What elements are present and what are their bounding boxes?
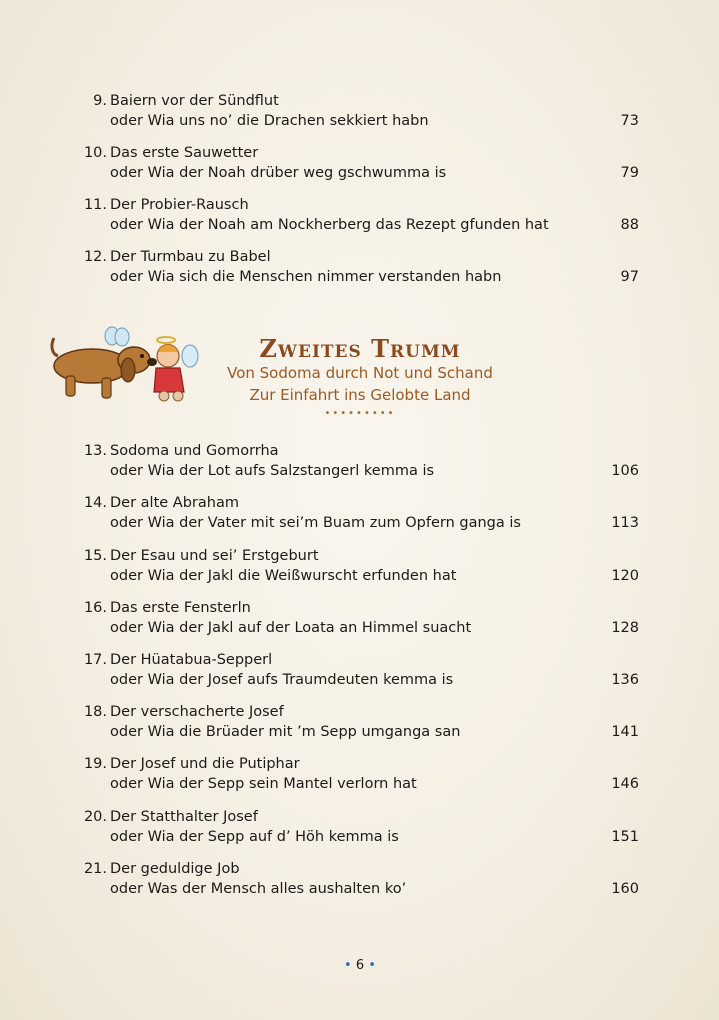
entry-number: 14. [83,495,107,511]
entry-title: Das erste Fensterln [110,600,251,616]
entry-number: 15. [83,548,107,564]
entry-subtitle: oder Wia der Sepp sein Mantel verlorn hat [110,776,417,792]
entry-subtitle: oder Wia der Jakl die Weißwurscht erfunden hat [110,568,457,584]
entry-page: 97 [620,269,639,285]
entry-number: 17. [83,652,107,668]
entry-title: Das erste Sauwetter [110,145,259,161]
section-subtitle-line1: Von Sodoma durch Not und Schand [227,364,493,382]
entry-title: Der Turmbau zu Babel [110,249,271,265]
entry-number: 12. [83,249,107,265]
entry-subtitle: oder Wia die Brüader mit ’m Sepp umganga san [110,724,461,740]
entry-number: 13. [83,443,107,459]
entry-subtitle: oder Wia der Jakl auf der Loata an Himmel suacht [110,620,472,636]
section-subtitle-line2: Zur Einfahrt ins Gelobte Land [249,386,471,404]
entry-subtitle: oder Was der Mensch alles aushalten ko’ [110,881,407,897]
entry-page: 120 [611,568,639,584]
toc-entry[interactable] [0,548,719,592]
entry-page: 160 [611,881,639,897]
toc-entry[interactable] [0,93,719,137]
toc-entry[interactable] [0,145,719,189]
entry-number: 10. [83,145,107,161]
entry-subtitle: oder Wia sich die Menschen nimmer verstanden habn [110,269,502,285]
entry-subtitle: oder Wia der Vater mit sei’m Buam zum Opfern ganga is [110,515,521,531]
toc-entry[interactable] [0,756,719,800]
toc-entry[interactable] [0,861,719,905]
entry-page: 151 [611,829,639,845]
entry-title: Baiern vor der Sündflut [110,93,279,109]
page-number [330,958,390,973]
entry-title: Der Esau und sei’ Erstgeburt [110,548,319,564]
entry-number: 9. [93,93,107,109]
entry-page: 88 [620,217,639,233]
ornament-divider: ••••••••• [324,408,396,419]
toc-entry[interactable] [0,249,719,293]
page-number-value: 6 [355,958,365,973]
entry-page: 79 [620,165,639,181]
entry-title: Der Probier-Rausch [110,197,249,213]
entry-number: 19. [83,756,107,772]
entry-page: 73 [620,113,639,129]
entry-title: Der Hüatabua-Sepperl [110,652,273,668]
entry-page: 128 [611,620,639,636]
toc-entry[interactable] [0,443,719,487]
entry-number: 11. [83,197,107,213]
entry-page: 146 [611,776,639,792]
toc-entry[interactable] [0,704,719,748]
entry-subtitle: oder Wia uns no’ die Drachen sekkiert habn [110,113,429,129]
entry-title: Der Statthalter Josef [110,809,258,825]
entry-number: 16. [83,600,107,616]
footer-dot-left: • [344,958,352,973]
entry-subtitle: oder Wia der Sepp auf d’ Höh kemma is [110,829,399,845]
entry-title: Der Josef und die Putiphar [110,756,300,772]
entry-number: 21. [83,861,107,877]
toc-entry[interactable] [0,197,719,241]
toc-entry[interactable] [0,495,719,539]
entry-page: 136 [611,672,639,688]
section-title: Zweites Trumm [259,334,461,363]
entry-page: 106 [611,463,639,479]
entry-subtitle: oder Wia der Josef aufs Traumdeuten kemma is [110,672,454,688]
entry-title: Der geduldige Job [110,861,240,877]
entry-subtitle: oder Wia der Lot aufs Salzstangerl kemma is [110,463,435,479]
entry-subtitle: oder Wia der Noah am Nockherberg das Rezept gfunden hat [110,217,549,233]
footer-dot-right: • [368,958,376,973]
entry-page: 141 [611,724,639,740]
toc-entry[interactable] [0,652,719,696]
entry-title: Der alte Abraham [110,495,239,511]
entry-title: Sodoma und Gomorrha [110,443,279,459]
section-header [0,330,719,430]
toc-entry[interactable] [0,809,719,853]
entry-title: Der verschacherte Josef [110,704,284,720]
entry-subtitle: oder Wia der Noah drüber weg gschwumma is [110,165,447,181]
entry-page: 113 [611,515,639,531]
toc-entry[interactable] [0,600,719,644]
entry-number: 18. [83,704,107,720]
entry-number: 20. [83,809,107,825]
